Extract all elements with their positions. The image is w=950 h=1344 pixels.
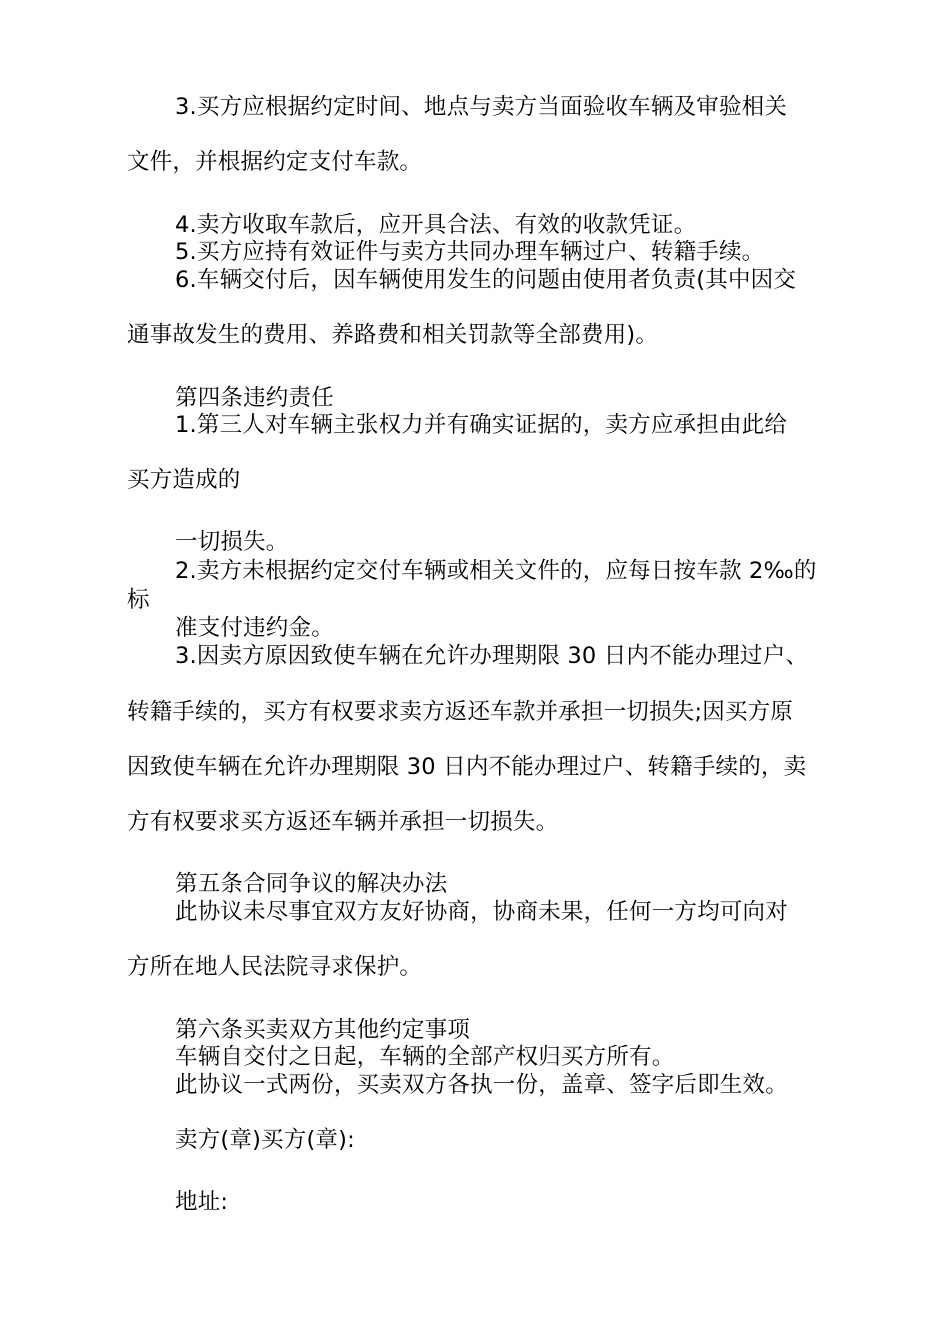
- clause-4-3-line-2: 转籍手续的，买方有权要求卖方返还车款并承担一切损失;因买方原: [127, 699, 794, 725]
- clause-4-3-line-1: 3.因卖方原因致使车辆在允许办理期限 30 日内不能办理过户、: [175, 643, 809, 669]
- clause-6-line-1: 车辆自交付之日起，车辆的全部产权归买方所有。: [175, 1044, 675, 1070]
- section-heading-5: 第五条合同争议的解决办法: [175, 871, 448, 897]
- address-line: 地址:: [175, 1189, 229, 1215]
- clause-4-1-line-2: 买方造成的: [127, 467, 241, 493]
- clause-3-3-line-1: 3.买方应根据约定时间、地点与卖方当面验收车辆及审验相关: [175, 94, 788, 120]
- seal-line: 卖方(章)买方(章):: [175, 1127, 355, 1153]
- clause-4-2-line-1: 2.卖方未根据约定交付车辆或相关文件的，应每日按车款 2‰的: [175, 558, 817, 584]
- section-heading-6: 第六条买卖双方其他约定事项: [175, 1017, 471, 1043]
- section-heading-4: 第四条违约责任: [175, 385, 334, 411]
- clause-3-6-line-2: 通事故发生的费用、养路费和相关罚款等全部费用)。: [127, 322, 659, 348]
- clause-4-1-line-1: 1.第三人对车辆主张权力并有确实证据的，卖方应承担由此给: [175, 412, 788, 438]
- clause-3-3-line-2: 文件，并根据约定支付车款。: [127, 149, 423, 175]
- clause-4-3-line-4: 方有权要求买方返还车辆并承担一切损失。: [127, 809, 559, 835]
- clause-4-3-line-3: 因致使车辆在允许办理期限 30 日内不能办理过户、转籍手续的，卖: [127, 754, 807, 780]
- clause-4-2-line-2: 标: [127, 587, 150, 613]
- clause-3-6-line-1: 6.车辆交付后，因车辆使用发生的问题由使用者负责(其中因交: [175, 267, 797, 293]
- clause-4-2-line-3: 准支付违约金。: [175, 615, 334, 641]
- clause-5-line-1: 此协议未尽事宜双方友好协商，协商未果，任何一方均可向对: [175, 899, 788, 925]
- clause-5-line-2: 方所在地人民法院寻求保护。: [127, 954, 423, 980]
- clause-6-line-2: 此协议一式两份，买卖双方各执一份，盖章、签字后即生效。: [175, 1072, 788, 1098]
- clause-3-4: 4.卖方收取车款后，应开具合法、有效的收款凭证。: [175, 212, 697, 238]
- clause-3-5: 5.买方应持有效证件与卖方共同办理车辆过户、转籍手续。: [175, 239, 765, 265]
- clause-4-1-line-3: 一切损失。: [175, 529, 289, 555]
